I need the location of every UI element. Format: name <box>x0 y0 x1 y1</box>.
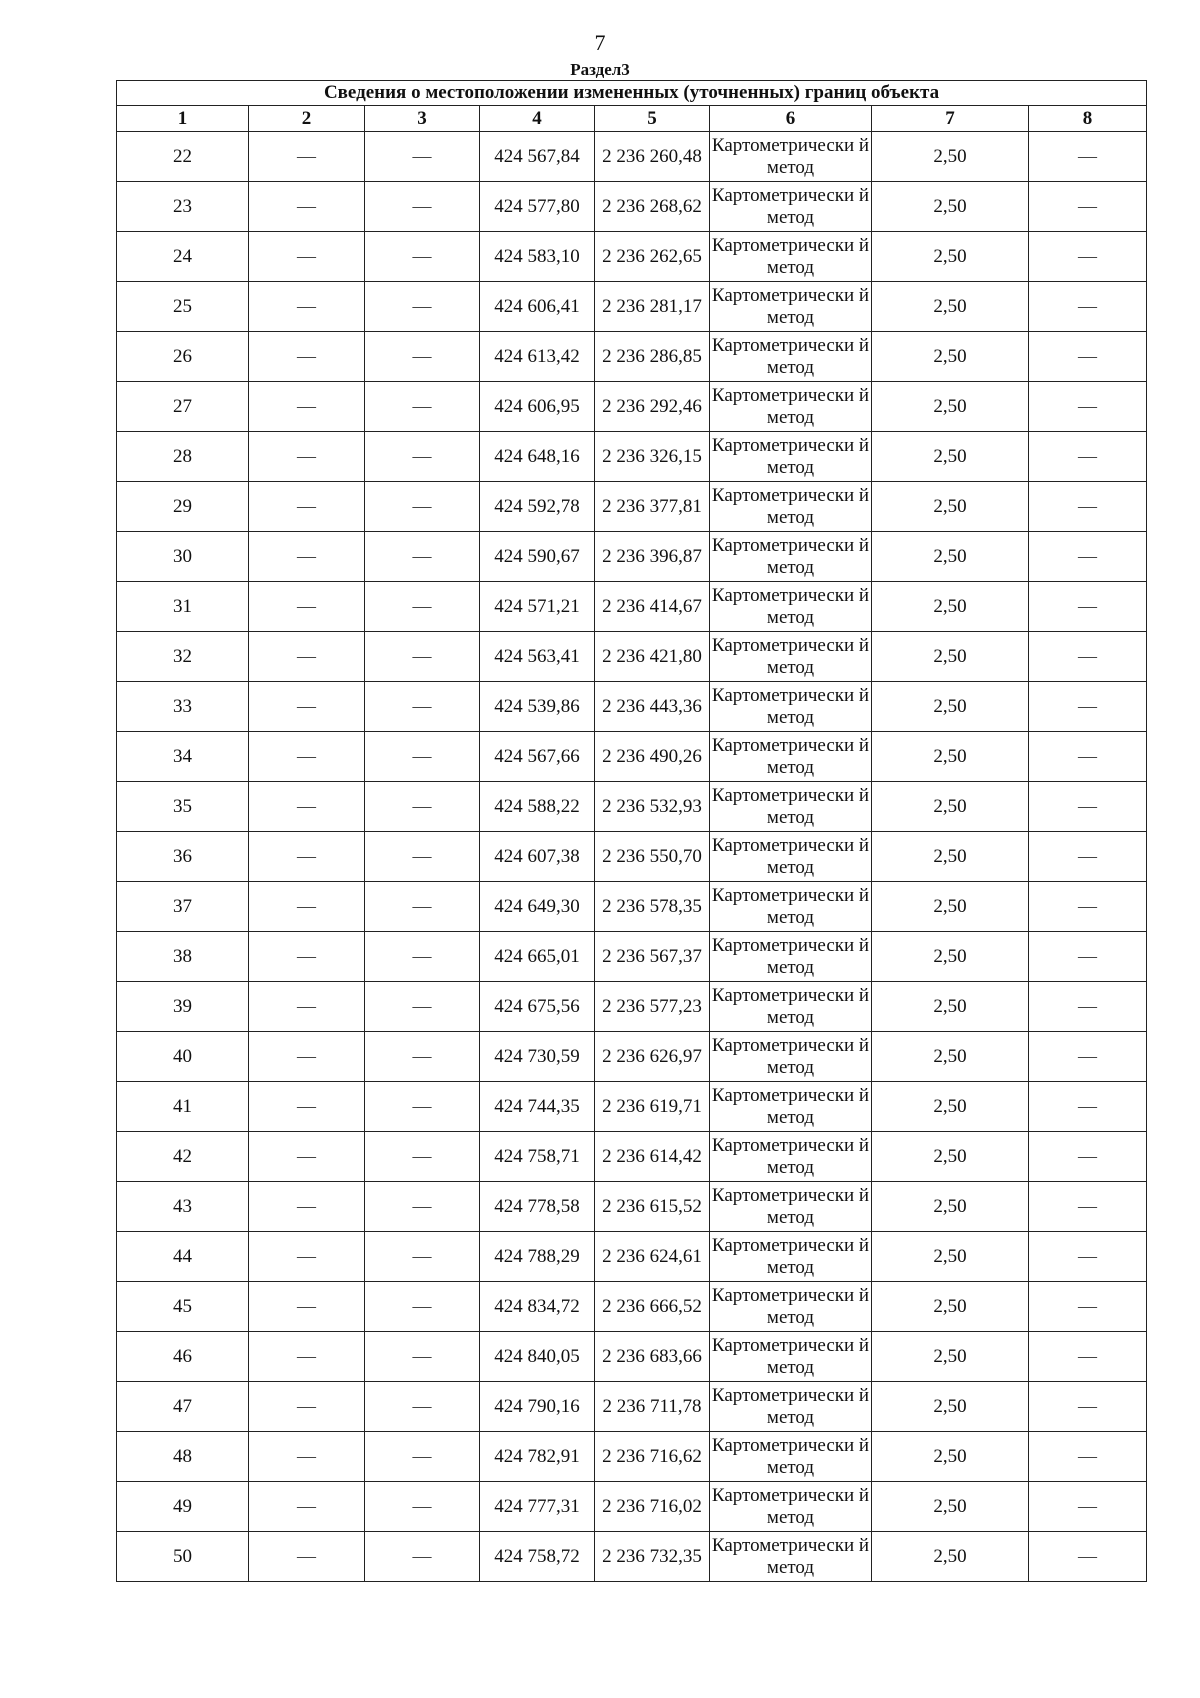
col3-cell: — <box>365 1532 480 1582</box>
col8-cell: — <box>1029 232 1147 282</box>
accuracy-cell: 2,50 <box>872 1132 1029 1182</box>
col2-cell: — <box>249 1032 365 1082</box>
method-cell: Картометрически й метод <box>710 1232 872 1282</box>
y-coordinate-cell: 2 236 716,02 <box>595 1482 710 1532</box>
col8-cell: — <box>1029 682 1147 732</box>
accuracy-cell: 2,50 <box>872 482 1029 532</box>
col2-cell: — <box>249 1182 365 1232</box>
col2-cell: — <box>249 1132 365 1182</box>
method-cell: Картометрически й метод <box>710 1332 872 1382</box>
col2-cell: — <box>249 582 365 632</box>
accuracy-cell: 2,50 <box>872 632 1029 682</box>
col2-cell: — <box>249 782 365 832</box>
col2-cell: — <box>249 1532 365 1582</box>
x-coordinate-cell: 424 571,21 <box>480 582 595 632</box>
col2-cell: — <box>249 1332 365 1382</box>
point-number-cell: 40 <box>117 1032 249 1082</box>
accuracy-cell: 2,50 <box>872 982 1029 1032</box>
point-number-cell: 36 <box>117 832 249 882</box>
accuracy-cell: 2,50 <box>872 832 1029 882</box>
y-coordinate-cell: 2 236 292,46 <box>595 382 710 432</box>
section-label: Раздел3 <box>570 60 630 79</box>
table-row <box>117 332 1147 382</box>
col3-cell: — <box>365 282 480 332</box>
point-number-cell: 41 <box>117 1082 249 1132</box>
x-coordinate-cell: 424 730,59 <box>480 1032 595 1082</box>
y-coordinate-cell: 2 236 421,80 <box>595 632 710 682</box>
column-header: 6 <box>710 106 872 132</box>
table-row <box>117 182 1147 232</box>
col8-cell: — <box>1029 432 1147 482</box>
col2-cell: — <box>249 1082 365 1132</box>
accuracy-cell: 2,50 <box>872 682 1029 732</box>
col2-cell: — <box>249 932 365 982</box>
x-coordinate-cell: 424 563,41 <box>480 632 595 682</box>
x-coordinate-cell: 424 834,72 <box>480 1282 595 1332</box>
table-row <box>117 482 1147 532</box>
accuracy-cell: 2,50 <box>872 332 1029 382</box>
table-row <box>117 1482 1147 1532</box>
point-number-cell: 25 <box>117 282 249 332</box>
col2-cell: — <box>249 282 365 332</box>
point-number-cell: 39 <box>117 982 249 1032</box>
y-coordinate-cell: 2 236 716,62 <box>595 1432 710 1482</box>
table-row <box>117 1532 1147 1582</box>
table-row <box>117 732 1147 782</box>
col2-cell: — <box>249 732 365 782</box>
method-cell: Картометрически й метод <box>710 1182 872 1232</box>
y-coordinate-cell: 2 236 567,37 <box>595 932 710 982</box>
y-coordinate-cell: 2 236 614,42 <box>595 1132 710 1182</box>
point-number-cell: 27 <box>117 382 249 432</box>
accuracy-cell: 2,50 <box>872 732 1029 782</box>
method-cell: Картометрически й метод <box>710 1032 872 1082</box>
accuracy-cell: 2,50 <box>872 1432 1029 1482</box>
col8-cell: — <box>1029 1232 1147 1282</box>
table-row <box>117 1382 1147 1432</box>
col8-cell: — <box>1029 1432 1147 1482</box>
col2-cell: — <box>249 182 365 232</box>
col8-cell: — <box>1029 1182 1147 1232</box>
col3-cell: — <box>365 1032 480 1082</box>
col3-cell: — <box>365 1232 480 1282</box>
table-row <box>117 582 1147 632</box>
method-cell: Картометрически й метод <box>710 1482 872 1532</box>
y-coordinate-cell: 2 236 532,93 <box>595 782 710 832</box>
x-coordinate-cell: 424 665,01 <box>480 932 595 982</box>
col3-cell: — <box>365 1082 480 1132</box>
col3-cell: — <box>365 532 480 582</box>
col2-cell: — <box>249 832 365 882</box>
table-row <box>117 1432 1147 1482</box>
point-number-cell: 38 <box>117 932 249 982</box>
col8-cell: — <box>1029 1082 1147 1132</box>
table-row <box>117 1232 1147 1282</box>
boundary-coordinates-table <box>116 80 1147 1582</box>
col8-cell: — <box>1029 1282 1147 1332</box>
y-coordinate-cell: 2 236 414,67 <box>595 582 710 632</box>
col8-cell: — <box>1029 482 1147 532</box>
method-cell: Картометрически й метод <box>710 182 872 232</box>
col8-cell: — <box>1029 582 1147 632</box>
point-number-cell: 43 <box>117 1182 249 1232</box>
table-row <box>117 382 1147 432</box>
y-coordinate-cell: 2 236 615,52 <box>595 1182 710 1232</box>
col8-cell: — <box>1029 332 1147 382</box>
method-cell: Картометрически й метод <box>710 832 872 882</box>
col3-cell: — <box>365 232 480 282</box>
table-row <box>117 1132 1147 1182</box>
col8-cell: — <box>1029 132 1147 182</box>
y-coordinate-cell: 2 236 577,23 <box>595 982 710 1032</box>
method-cell: Картометрически й метод <box>710 432 872 482</box>
col3-cell: — <box>365 632 480 682</box>
col3-cell: — <box>365 332 480 382</box>
col8-cell: — <box>1029 1132 1147 1182</box>
x-coordinate-cell: 424 649,30 <box>480 882 595 932</box>
col8-cell: — <box>1029 1332 1147 1382</box>
y-coordinate-cell: 2 236 683,66 <box>595 1332 710 1382</box>
table-row <box>117 132 1147 182</box>
col8-cell: — <box>1029 732 1147 782</box>
point-number-cell: 47 <box>117 1382 249 1432</box>
col8-cell: — <box>1029 1382 1147 1432</box>
accuracy-cell: 2,50 <box>872 782 1029 832</box>
accuracy-cell: 2,50 <box>872 932 1029 982</box>
y-coordinate-cell: 2 236 626,97 <box>595 1032 710 1082</box>
column-header: 5 <box>595 106 710 132</box>
method-cell: Картометрически й метод <box>710 1432 872 1482</box>
accuracy-cell: 2,50 <box>872 1032 1029 1082</box>
point-number-cell: 30 <box>117 532 249 582</box>
x-coordinate-cell: 424 606,95 <box>480 382 595 432</box>
point-number-cell: 37 <box>117 882 249 932</box>
x-coordinate-cell: 424 539,86 <box>480 682 595 732</box>
accuracy-cell: 2,50 <box>872 232 1029 282</box>
col8-cell: — <box>1029 1482 1147 1532</box>
col8-cell: — <box>1029 882 1147 932</box>
page-number: 7 <box>594 30 606 55</box>
table-row <box>117 1182 1147 1232</box>
x-coordinate-cell: 424 583,10 <box>480 232 595 282</box>
col2-cell: — <box>249 1232 365 1282</box>
accuracy-cell: 2,50 <box>872 532 1029 582</box>
col3-cell: — <box>365 132 480 182</box>
column-header: 4 <box>480 106 595 132</box>
accuracy-cell: 2,50 <box>872 1082 1029 1132</box>
method-cell: Картометрически й метод <box>710 782 872 832</box>
x-coordinate-cell: 424 567,84 <box>480 132 595 182</box>
x-coordinate-cell: 424 840,05 <box>480 1332 595 1382</box>
col2-cell: — <box>249 332 365 382</box>
y-coordinate-cell: 2 236 268,62 <box>595 182 710 232</box>
y-coordinate-cell: 2 236 286,85 <box>595 332 710 382</box>
x-coordinate-cell: 424 777,31 <box>480 1482 595 1532</box>
table-row <box>117 932 1147 982</box>
method-cell: Картометрически й метод <box>710 1132 872 1182</box>
point-number-cell: 32 <box>117 632 249 682</box>
x-coordinate-cell: 424 788,29 <box>480 1232 595 1282</box>
col3-cell: — <box>365 1382 480 1432</box>
x-coordinate-cell: 424 744,35 <box>480 1082 595 1132</box>
col3-cell: — <box>365 1332 480 1382</box>
accuracy-cell: 2,50 <box>872 1382 1029 1432</box>
y-coordinate-cell: 2 236 262,65 <box>595 232 710 282</box>
method-cell: Картометрически й метод <box>710 982 872 1032</box>
col8-cell: — <box>1029 632 1147 682</box>
point-number-cell: 23 <box>117 182 249 232</box>
y-coordinate-cell: 2 236 619,71 <box>595 1082 710 1132</box>
column-header: 2 <box>249 106 365 132</box>
col8-cell: — <box>1029 932 1147 982</box>
col3-cell: — <box>365 182 480 232</box>
col2-cell: — <box>249 532 365 582</box>
column-header: 3 <box>365 106 480 132</box>
x-coordinate-cell: 424 675,56 <box>480 982 595 1032</box>
col2-cell: — <box>249 1382 365 1432</box>
table-row <box>117 832 1147 882</box>
accuracy-cell: 2,50 <box>872 1532 1029 1582</box>
table-row <box>117 982 1147 1032</box>
table-body <box>117 132 1147 1582</box>
method-cell: Картометрически й метод <box>710 232 872 282</box>
y-coordinate-cell: 2 236 490,26 <box>595 732 710 782</box>
method-cell: Картометрически й метод <box>710 1082 872 1132</box>
accuracy-cell: 2,50 <box>872 1332 1029 1382</box>
x-coordinate-cell: 424 607,38 <box>480 832 595 882</box>
column-header-row <box>117 106 1147 132</box>
method-cell: Картометрически й метод <box>710 332 872 382</box>
y-coordinate-cell: 2 236 377,81 <box>595 482 710 532</box>
method-cell: Картометрически й метод <box>710 282 872 332</box>
x-coordinate-cell: 424 588,22 <box>480 782 595 832</box>
col3-cell: — <box>365 732 480 782</box>
point-number-cell: 44 <box>117 1232 249 1282</box>
point-number-cell: 26 <box>117 332 249 382</box>
method-cell: Картометрически й метод <box>710 732 872 782</box>
table-row <box>117 1082 1147 1132</box>
col8-cell: — <box>1029 982 1147 1032</box>
col2-cell: — <box>249 482 365 532</box>
y-coordinate-cell: 2 236 732,35 <box>595 1532 710 1582</box>
point-number-cell: 48 <box>117 1432 249 1482</box>
col8-cell: — <box>1029 1032 1147 1082</box>
accuracy-cell: 2,50 <box>872 1282 1029 1332</box>
col2-cell: — <box>249 382 365 432</box>
column-header: 7 <box>872 106 1029 132</box>
method-cell: Картометрически й метод <box>710 482 872 532</box>
method-cell: Картометрически й метод <box>710 682 872 732</box>
col8-cell: — <box>1029 1532 1147 1582</box>
x-coordinate-cell: 424 606,41 <box>480 282 595 332</box>
col2-cell: — <box>249 132 365 182</box>
col2-cell: — <box>249 432 365 482</box>
table-row <box>117 882 1147 932</box>
table-row <box>117 232 1147 282</box>
x-coordinate-cell: 424 758,71 <box>480 1132 595 1182</box>
point-number-cell: 45 <box>117 1282 249 1332</box>
x-coordinate-cell: 424 758,72 <box>480 1532 595 1582</box>
col3-cell: — <box>365 1432 480 1482</box>
accuracy-cell: 2,50 <box>872 1482 1029 1532</box>
table-row <box>117 1282 1147 1332</box>
col2-cell: — <box>249 682 365 732</box>
point-number-cell: 49 <box>117 1482 249 1532</box>
x-coordinate-cell: 424 567,66 <box>480 732 595 782</box>
col2-cell: — <box>249 632 365 682</box>
y-coordinate-cell: 2 236 550,70 <box>595 832 710 882</box>
method-cell: Картометрически й метод <box>710 382 872 432</box>
table-row <box>117 432 1147 482</box>
col3-cell: — <box>365 932 480 982</box>
y-coordinate-cell: 2 236 711,78 <box>595 1382 710 1432</box>
method-cell: Картометрически й метод <box>710 582 872 632</box>
method-cell: Картометрически й метод <box>710 1282 872 1332</box>
point-number-cell: 33 <box>117 682 249 732</box>
table-row <box>117 1332 1147 1382</box>
accuracy-cell: 2,50 <box>872 1182 1029 1232</box>
accuracy-cell: 2,50 <box>872 882 1029 932</box>
accuracy-cell: 2,50 <box>872 282 1029 332</box>
x-coordinate-cell: 424 590,67 <box>480 532 595 582</box>
y-coordinate-cell: 2 236 624,61 <box>595 1232 710 1282</box>
column-header: 8 <box>1029 106 1147 132</box>
x-coordinate-cell: 424 778,58 <box>480 1182 595 1232</box>
y-coordinate-cell: 2 236 260,48 <box>595 132 710 182</box>
table-title: Сведения о местоположении измененных (уточненных) границ объекта <box>117 81 1147 106</box>
col8-cell: — <box>1029 832 1147 882</box>
col3-cell: — <box>365 1132 480 1182</box>
method-cell: Картометрически й метод <box>710 932 872 982</box>
col3-cell: — <box>365 1482 480 1532</box>
y-coordinate-cell: 2 236 443,36 <box>595 682 710 732</box>
col2-cell: — <box>249 982 365 1032</box>
y-coordinate-cell: 2 236 666,52 <box>595 1282 710 1332</box>
y-coordinate-cell: 2 236 578,35 <box>595 882 710 932</box>
col8-cell: — <box>1029 782 1147 832</box>
y-coordinate-cell: 2 236 396,87 <box>595 532 710 582</box>
point-number-cell: 35 <box>117 782 249 832</box>
col2-cell: — <box>249 1482 365 1532</box>
col8-cell: — <box>1029 532 1147 582</box>
col3-cell: — <box>365 1282 480 1332</box>
method-cell: Картометрически й метод <box>710 532 872 582</box>
col3-cell: — <box>365 882 480 932</box>
point-number-cell: 22 <box>117 132 249 182</box>
method-cell: Картометрически й метод <box>710 132 872 182</box>
x-coordinate-cell: 424 790,16 <box>480 1382 595 1432</box>
y-coordinate-cell: 2 236 281,17 <box>595 282 710 332</box>
col3-cell: — <box>365 432 480 482</box>
y-coordinate-cell: 2 236 326,15 <box>595 432 710 482</box>
accuracy-cell: 2,50 <box>872 382 1029 432</box>
x-coordinate-cell: 424 782,91 <box>480 1432 595 1482</box>
col3-cell: — <box>365 582 480 632</box>
point-number-cell: 42 <box>117 1132 249 1182</box>
accuracy-cell: 2,50 <box>872 432 1029 482</box>
method-cell: Картометрически й метод <box>710 882 872 932</box>
col3-cell: — <box>365 982 480 1032</box>
accuracy-cell: 2,50 <box>872 1232 1029 1282</box>
point-number-cell: 28 <box>117 432 249 482</box>
col2-cell: — <box>249 1282 365 1332</box>
col3-cell: — <box>365 482 480 532</box>
point-number-cell: 31 <box>117 582 249 632</box>
x-coordinate-cell: 424 577,80 <box>480 182 595 232</box>
accuracy-cell: 2,50 <box>872 132 1029 182</box>
col2-cell: — <box>249 882 365 932</box>
x-coordinate-cell: 424 592,78 <box>480 482 595 532</box>
col3-cell: — <box>365 832 480 882</box>
col3-cell: — <box>365 382 480 432</box>
method-cell: Картометрически й метод <box>710 1382 872 1432</box>
table-row <box>117 682 1147 732</box>
col3-cell: — <box>365 782 480 832</box>
accuracy-cell: 2,50 <box>872 582 1029 632</box>
column-header: 1 <box>117 106 249 132</box>
table-row <box>117 532 1147 582</box>
col8-cell: — <box>1029 282 1147 332</box>
point-number-cell: 34 <box>117 732 249 782</box>
point-number-cell: 24 <box>117 232 249 282</box>
col2-cell: — <box>249 232 365 282</box>
col3-cell: — <box>365 1182 480 1232</box>
col8-cell: — <box>1029 182 1147 232</box>
col8-cell: — <box>1029 382 1147 432</box>
point-number-cell: 50 <box>117 1532 249 1582</box>
accuracy-cell: 2,50 <box>872 182 1029 232</box>
x-coordinate-cell: 424 648,16 <box>480 432 595 482</box>
x-coordinate-cell: 424 613,42 <box>480 332 595 382</box>
table-row <box>117 632 1147 682</box>
col2-cell: — <box>249 1432 365 1482</box>
table-row <box>117 282 1147 332</box>
point-number-cell: 29 <box>117 482 249 532</box>
method-cell: Картометрически й метод <box>710 1532 872 1582</box>
col3-cell: — <box>365 682 480 732</box>
method-cell: Картометрически й метод <box>710 632 872 682</box>
point-number-cell: 46 <box>117 1332 249 1382</box>
table-row <box>117 782 1147 832</box>
table-row <box>117 1032 1147 1082</box>
